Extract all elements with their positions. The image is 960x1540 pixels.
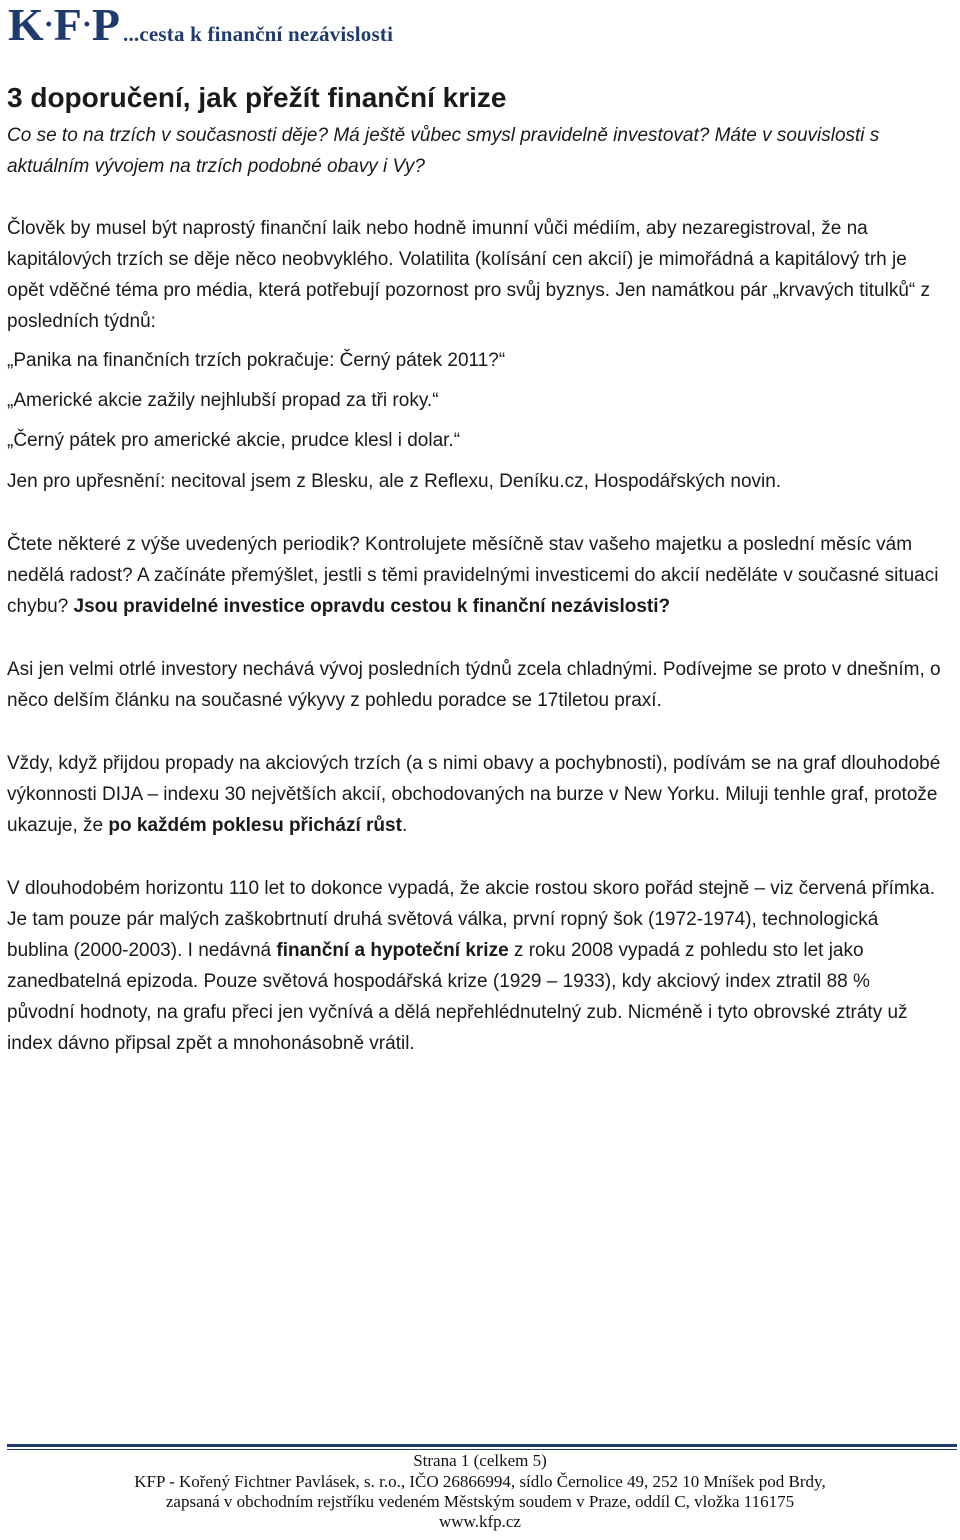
article-title: 3 doporučení, jak přežít finanční krize	[7, 82, 507, 113]
paragraph-investors: Asi jen velmi otrlé investory nechává vývoj posledních týdnů zcela chladnými. Podívejme se proto v dnešním, o něco delším článku na současné výkyvy z pohledu poradce se 17tiletou praxí.	[7, 659, 941, 711]
paragraph-media: Člověk by musel být naprostý finanční laik nebo hodně imunní vůči médiím, aby nezaregistroval, že na kapitálových trzích se děje něco neobvyklého. Volatilita (kolísání cen akcií) je mimořádná a kapitálový trh je opět vděčné téma pro média, která potřebují pozornost pro svůj byznys. Jen namátkou pár „krvavých titulků“ z posledních týdnů:	[7, 218, 931, 332]
quote-headline-3: „Černý pátek pro americké akcie, prudce klesl i dolar.“	[7, 430, 461, 451]
paragraph-long-term-bold: finanční a hypoteční krize	[276, 940, 509, 961]
quote-headline-2: „Americké akcie zažily nejhlubší propad za tři roky.“	[7, 390, 439, 411]
paragraph-dija-end: .	[401, 815, 408, 836]
paragraph-dija-text: Vždy, když přijdou propady na akciových trzích (a s nimi obavy a pochybnosti), podívám se na graf dlouhodobé výkonnosti DIJA – indexu 30 největších akcií, obchodovaných na burze v New Yorku. Miluji tenhle graf, protože ukazuje, že	[7, 753, 941, 836]
page-number: Strana 1 (celkem 5)	[413, 1451, 547, 1470]
company-info-line-1: KFP - Kořený Fichtner Pavlásek, s. r.o., IČO 26866994, sídlo Černolice 49, 252 10 Mníšek pod Brdy,	[134, 1472, 826, 1491]
paragraph-dija-bold: po každém poklesu přichází růst	[108, 815, 402, 836]
logo-mark: K·F·P	[8, 0, 120, 50]
paragraph-dija	[7, 748, 942, 841]
footer-divider	[7, 1444, 957, 1447]
logo-tagline: ...cesta k finanční nezávislosti	[123, 22, 394, 46]
paragraph-long-term-text-a: V dlouhodobém horizontu 110 let to dokonce vypadá, že akcie rostou skoro pořád stejně – viz červená přímka. Je tam pouze pár malých zaškobrtnutí druhá světová válka, první ropný šok (1972-1974), technologická bublina (2000-2003). I nedávná	[7, 878, 936, 961]
article	[7, 80, 942, 1059]
page-footer	[0, 1450, 960, 1532]
article-intro: Co se to na trzích v současnosti děje? Má ještě vůbec smysl pravidelně investovat? Máte v souvislosti s aktuálním vývojem na trzích podobné obavy i Vy?	[7, 125, 880, 177]
company-logo	[8, 2, 393, 48]
quote-headline-1: „Panika na finančních trzích pokračuje: Černý pátek 2011?“	[7, 350, 506, 371]
company-info-line-2: zapsaná v obchodním rejstříku vedeném Městským soudem v Praze, oddíl C, vložka 116175	[165, 1492, 795, 1511]
paragraph-sources: Jen pro upřesnění: necitoval jsem z Blesku, ale z Reflexu, Deníku.cz, Hospodářských novin.	[7, 471, 782, 492]
paragraph-questions-text: Čtete některé z výše uvedených periodik? Kontrolujete měsíčně stav vašeho majetku a poslední měsíc vám nedělá radost? A začínáte přemýšlet, jestli s těmi pravidelnými investicemi do akcií neděláte v současné situaci chybu?	[7, 534, 939, 617]
paragraph-long-term-text-b: z roku 2008 vypadá z pohledu sto let jako zanedbatelná epizoda. Pouze světová hospodářská krize (1929 – 1933), kdy akciový index ztratil 88 % původní hodnoty, na grafu přeci jen vyčnívá a dělá nepřehlédnutelný zub. Nicméně i tyto obrovské ztráty už index dávno připsal zpět a mnohonásobně vrátil.	[7, 940, 908, 1054]
company-website: www.kfp.cz	[439, 1512, 521, 1531]
paragraph-long-term	[7, 873, 942, 1059]
paragraph-questions-bold: Jsou pravidelné investice opravdu cestou k finanční nezávislosti?	[73, 596, 671, 617]
paragraph-questions	[7, 529, 942, 622]
